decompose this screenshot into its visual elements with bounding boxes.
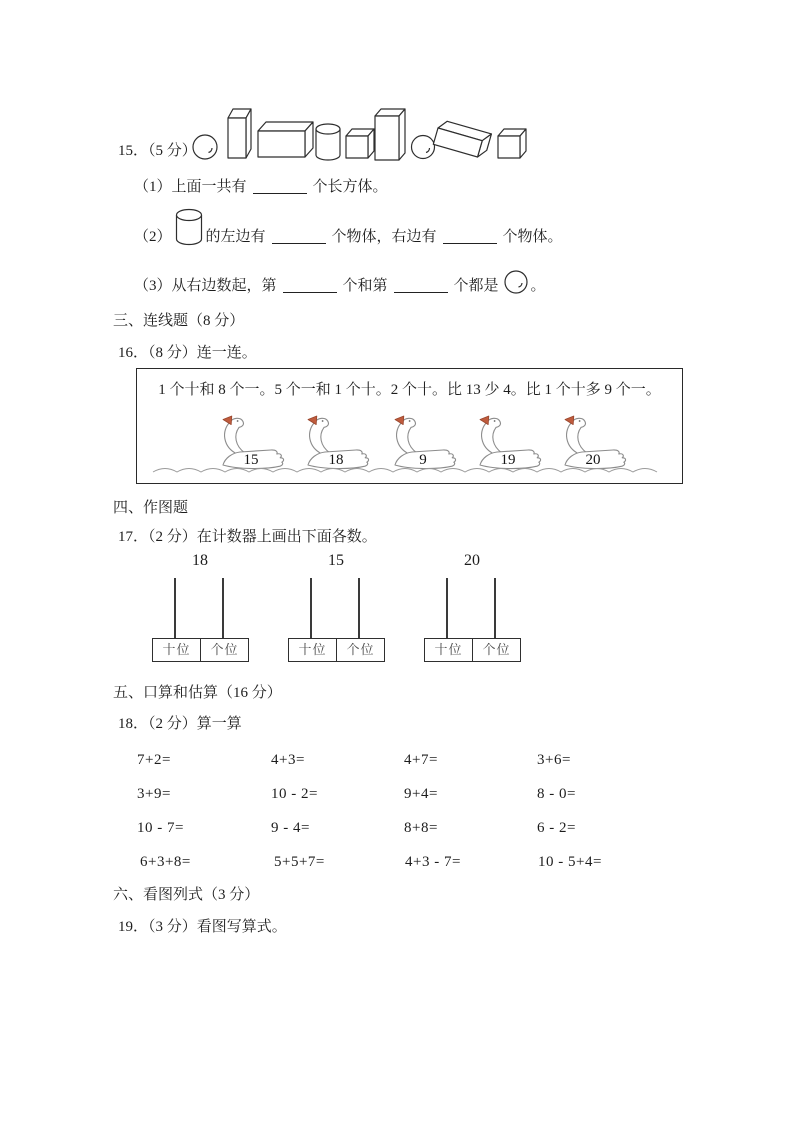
- equation: 3+9=: [137, 786, 171, 802]
- q15-sub1: [134, 177, 388, 197]
- counter-base: [152, 638, 249, 662]
- section-six-label: 六、看图列式（3 分）: [113, 887, 260, 903]
- equation: 10 - 5+4=: [538, 854, 602, 870]
- counter-tens-rod: [310, 578, 312, 638]
- water-wave-line: [153, 469, 657, 473]
- answer-blank: [272, 241, 326, 244]
- tens-place-label: 十位: [153, 639, 201, 661]
- answer-blank: [253, 191, 307, 194]
- q15-sub3: [134, 269, 546, 296]
- ones-place-label: 个位: [210, 642, 239, 657]
- section-five-title: [113, 683, 282, 703]
- q15-heading: [118, 141, 197, 161]
- equation: 10 - 2=: [271, 786, 318, 802]
- counter-tens-rod: [174, 578, 176, 638]
- counter-ones-rod: [222, 578, 224, 638]
- answer-blank: [443, 241, 497, 244]
- counter-ones-rod: [494, 578, 496, 638]
- q19-heading: [118, 917, 287, 937]
- tens-place-label: 十位: [289, 639, 337, 661]
- q15-sub2: [134, 207, 563, 247]
- cube-icon: [346, 129, 374, 158]
- sphere-icon: [412, 136, 435, 159]
- q16-heading: [118, 343, 257, 363]
- cuboid-tall-icon: [228, 109, 251, 158]
- q15-sub1-text2: 个长方体。: [312, 179, 388, 195]
- equation: 3+6=: [537, 752, 571, 768]
- answer-blank: [283, 290, 337, 293]
- ones-place-label: 个位: [346, 642, 375, 657]
- q16-swans-illustration: [141, 413, 678, 479]
- q16-label: 16．（8 分）连一连。: [118, 345, 257, 361]
- q16-box-text: 1 个十和 8 个一。5 个一和 1 个十。2 个十。比 13 少 4。比 1 个十多 9 个一。: [158, 382, 661, 398]
- equation: 10 - 7=: [137, 820, 184, 836]
- q15-sub3-text3: 个都是: [453, 278, 499, 294]
- counter-ones-rod: [358, 578, 360, 638]
- cylinder-icon: [316, 124, 340, 160]
- section-six-title: [113, 885, 259, 905]
- q18-label: 18．（2 分）算一算: [118, 716, 242, 732]
- swan-number: 18: [328, 452, 344, 468]
- q15-sub2-text2: 个物体，右边有: [331, 229, 437, 245]
- q15-label: 15．（5 分）: [118, 143, 197, 159]
- swan-number: 19: [500, 452, 516, 468]
- sphere-icon: [503, 269, 529, 295]
- section-four-label: 四、作图题: [113, 500, 189, 516]
- equation: 4+3 - 7=: [405, 854, 461, 870]
- tens-place-label: 十位: [425, 639, 473, 661]
- q17-label: 17．（2 分）在计数器上画出下面各数。: [118, 529, 377, 545]
- q15-shapes-illustration: [190, 104, 530, 166]
- swan-number: 9: [419, 452, 427, 468]
- swan-number: 15: [243, 452, 259, 468]
- equation: 8 - 0=: [537, 786, 576, 802]
- cuboid-tall-icon: [375, 109, 405, 160]
- section-four-title: [113, 498, 188, 518]
- equation: 8+8=: [404, 820, 438, 836]
- equation: 9 - 4=: [271, 820, 310, 836]
- q17-heading: [118, 527, 377, 547]
- section-three-title: [113, 311, 244, 331]
- section-three-label: 三、连线题（8 分）: [113, 313, 245, 329]
- q19-label: 19．（3 分）看图写算式。: [118, 919, 287, 935]
- cube-icon: [498, 129, 526, 158]
- equation: 5+5+7=: [274, 854, 325, 870]
- q16-matching-box: [136, 368, 683, 484]
- counter-value: 18: [192, 552, 208, 569]
- equation: 6 - 2=: [537, 820, 576, 836]
- cuboid-slanted-icon: [433, 119, 491, 159]
- answer-blank: [394, 290, 448, 293]
- equation: 9+4=: [404, 786, 438, 802]
- q15-sub2-num: （2）: [134, 229, 172, 245]
- q18-heading: [118, 714, 242, 734]
- swan-number: 20: [585, 452, 601, 468]
- section-five-label: 五、口算和估算（16 分）: [113, 685, 282, 701]
- counter-base: [288, 638, 385, 662]
- ones-place-label: 个位: [482, 642, 511, 657]
- counter-base: [424, 638, 521, 662]
- equation: 6+3+8=: [140, 854, 191, 870]
- counter-value: 20: [464, 552, 480, 569]
- equation: 4+3=: [271, 752, 305, 768]
- q15-sub3-period: 。: [530, 278, 546, 294]
- q15-sub2-text: 的左边有: [205, 229, 266, 245]
- cuboid-long-icon: [258, 122, 313, 157]
- counter-value: 15: [328, 552, 344, 569]
- equation: 7+2=: [137, 752, 171, 768]
- q15-sub2-text3: 个物体。: [502, 229, 563, 245]
- q15-sub1-text: （1）上面一共有: [134, 179, 247, 195]
- q15-sub3-text: （3）从右边数起，第: [134, 278, 277, 294]
- equation: 4+7=: [404, 752, 438, 768]
- q15-sub3-text2: 个和第: [342, 278, 388, 294]
- counter-tens-rod: [446, 578, 448, 638]
- cylinder-icon: [174, 207, 204, 247]
